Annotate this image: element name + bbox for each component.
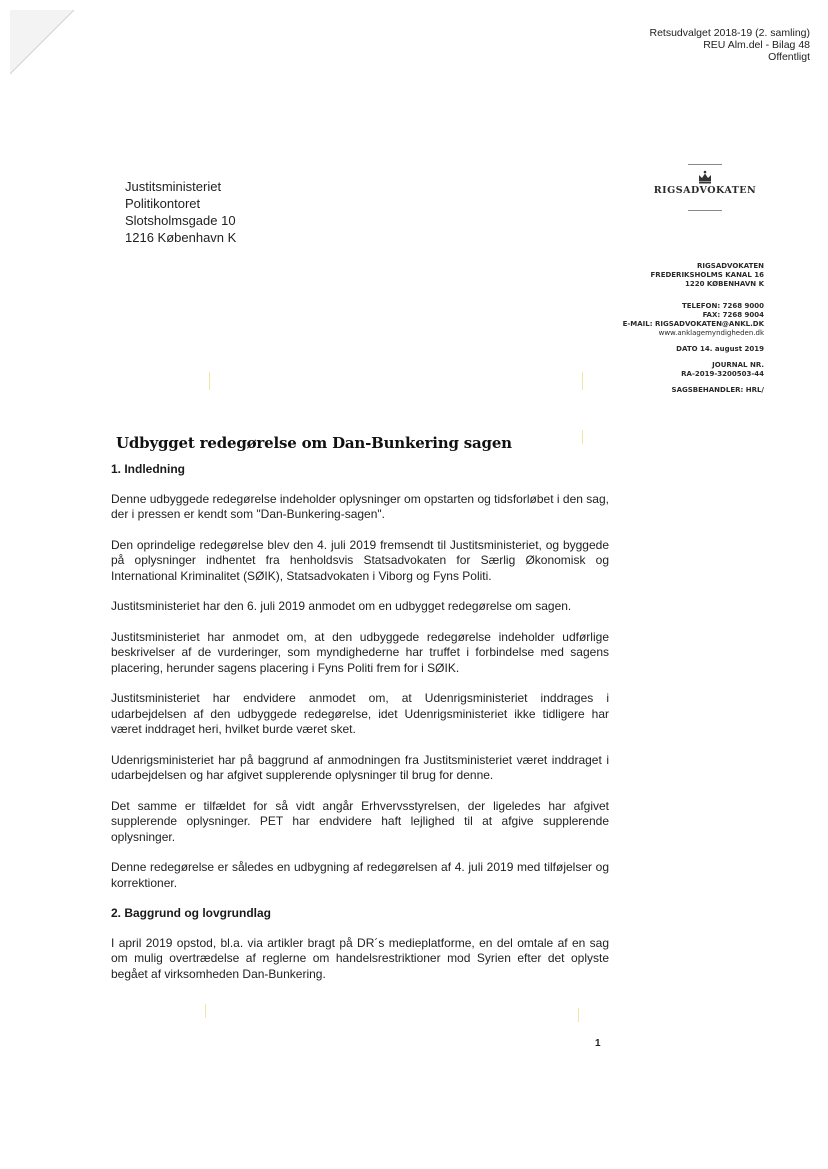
sender-info: [623, 262, 764, 395]
scan-mark: [582, 372, 583, 390]
document-title: Udbygget redegørelse om Dan-Bunkering sagen: [116, 434, 512, 452]
paragraph: Det samme er tilfældet for så vidt angår Erhvervsstyrelsen, der ligeledes har afgivet supplerende oplysninger. PET har endvidere haft lejlighed til at afgive supplerende oplysninger.: [111, 798, 609, 844]
document-body: [111, 462, 609, 997]
parliament-reference: [649, 27, 810, 63]
paragraph: Justitsministeriet har anmodet om, at den udbyggede redegørelse indeholder udførlige beskrivelser af de vurderinger, som myndighederne har truffet i forbindelse med sagens placering, herunder sagens placering i Fyns Politi frem for i SØIK.: [111, 629, 609, 675]
paragraph: I april 2019 opstod, bl.a. via artikler bragt på DR´s medieplatforme, en del omtale af en sag om mulig overtrædelse af reglerne om handelsrestriktioner mod Syrien efter det oplyste begået af virksomheden Dan-Bunkering.: [111, 935, 609, 981]
sender-email: E-MAIL: RIGSADVOKATEN@ANKL.DK: [622, 320, 764, 328]
document-reference: REU Alm.del - Bilag 48: [703, 39, 810, 51]
journal-label: JOURNAL NR.: [712, 361, 764, 369]
sender-name: RIGSADVOKATEN: [697, 262, 764, 270]
paragraph: Justitsministeriet har den 6. juli 2019 anmodet om en udbygget redegørelse om sagen.: [111, 599, 572, 613]
recipient-address: [125, 178, 236, 246]
rigsadvokaten-logo: [640, 164, 770, 211]
sender-website: www.anklagemyndigheden.dk: [658, 329, 764, 337]
recipient-street: Slotsholmsgade 10: [125, 213, 236, 228]
letter-date: DATO 14. august 2019: [676, 345, 764, 353]
recipient-city: 1216 København K: [125, 230, 237, 245]
sender-phone: TELEFON: 7268 9000: [681, 302, 764, 310]
section-heading-introduction: 1. Indledning: [111, 462, 185, 476]
scan-mark: [205, 1004, 206, 1018]
paragraph: Den oprindelige redegørelse blev den 4. juli 2019 fremsendt til Justitsministeriet, og byggede på oplysninger indhentet fra henholdsvis Statsadvokaten for Særlig Økonomisk og International Kriminalitet (SØIK), Statsadvokaten i Viborg og Fyns Politi.: [111, 537, 609, 583]
crown-icon: [697, 170, 713, 184]
page-number: 1: [595, 1038, 601, 1049]
scan-mark: [578, 1008, 579, 1022]
committee-session: Retsudvalget 2018-19 (2. samling): [649, 27, 810, 39]
journal-number: RA-2019-3200503-44: [681, 370, 764, 378]
sender-fax: FAX: 7268 9004: [702, 311, 764, 319]
scan-mark: [582, 430, 583, 444]
sender-address-street: FREDERIKSHOLMS KANAL 16: [650, 271, 764, 279]
logo-bottom-rule: [688, 210, 722, 211]
case-handler: SAGSBEHANDLER: HRL/: [671, 386, 764, 394]
public-status: Offentligt: [768, 51, 810, 63]
page-corner-fold: [10, 10, 76, 76]
logo-top-rule: [688, 164, 722, 165]
paragraph: Justitsministeriet har endvidere anmodet om, at Udenrigsministeriet inddrages i udarbejdelsen af den udbyggede redegørelse, idet Udenrigsministeriet ikke tidligere har været inddraget heri, hvilket burde været sket.: [111, 691, 609, 736]
logo-wordmark: RIGSADVOKATEN: [653, 185, 757, 196]
scan-mark: [209, 372, 210, 390]
paragraph: Denne redegørelse er således en udbygning af redegørelsen af 4. juli 2019 med tilføjelser og korrektioner.: [111, 860, 609, 890]
recipient-office: Politikontoret: [125, 196, 201, 211]
sender-address-city: 1220 KØBENHAVN K: [684, 280, 764, 288]
paragraph: Denne udbyggede redegørelse indeholder oplysninger om opstarten og tidsforløbet i den sag, der i pressen er kendt som "Dan-Bunkering-sagen".: [111, 491, 609, 521]
recipient-name: Justitsministeriet: [125, 179, 222, 194]
paragraph: Udenrigsministeriet har på baggrund af anmodningen fra Justitsministeriet været inddraget i udarbejdelsen og har afgivet supplerende oplysninger til brug for denne.: [111, 752, 609, 782]
section-heading-background: 2. Baggrund og lovgrundlag: [111, 906, 271, 920]
